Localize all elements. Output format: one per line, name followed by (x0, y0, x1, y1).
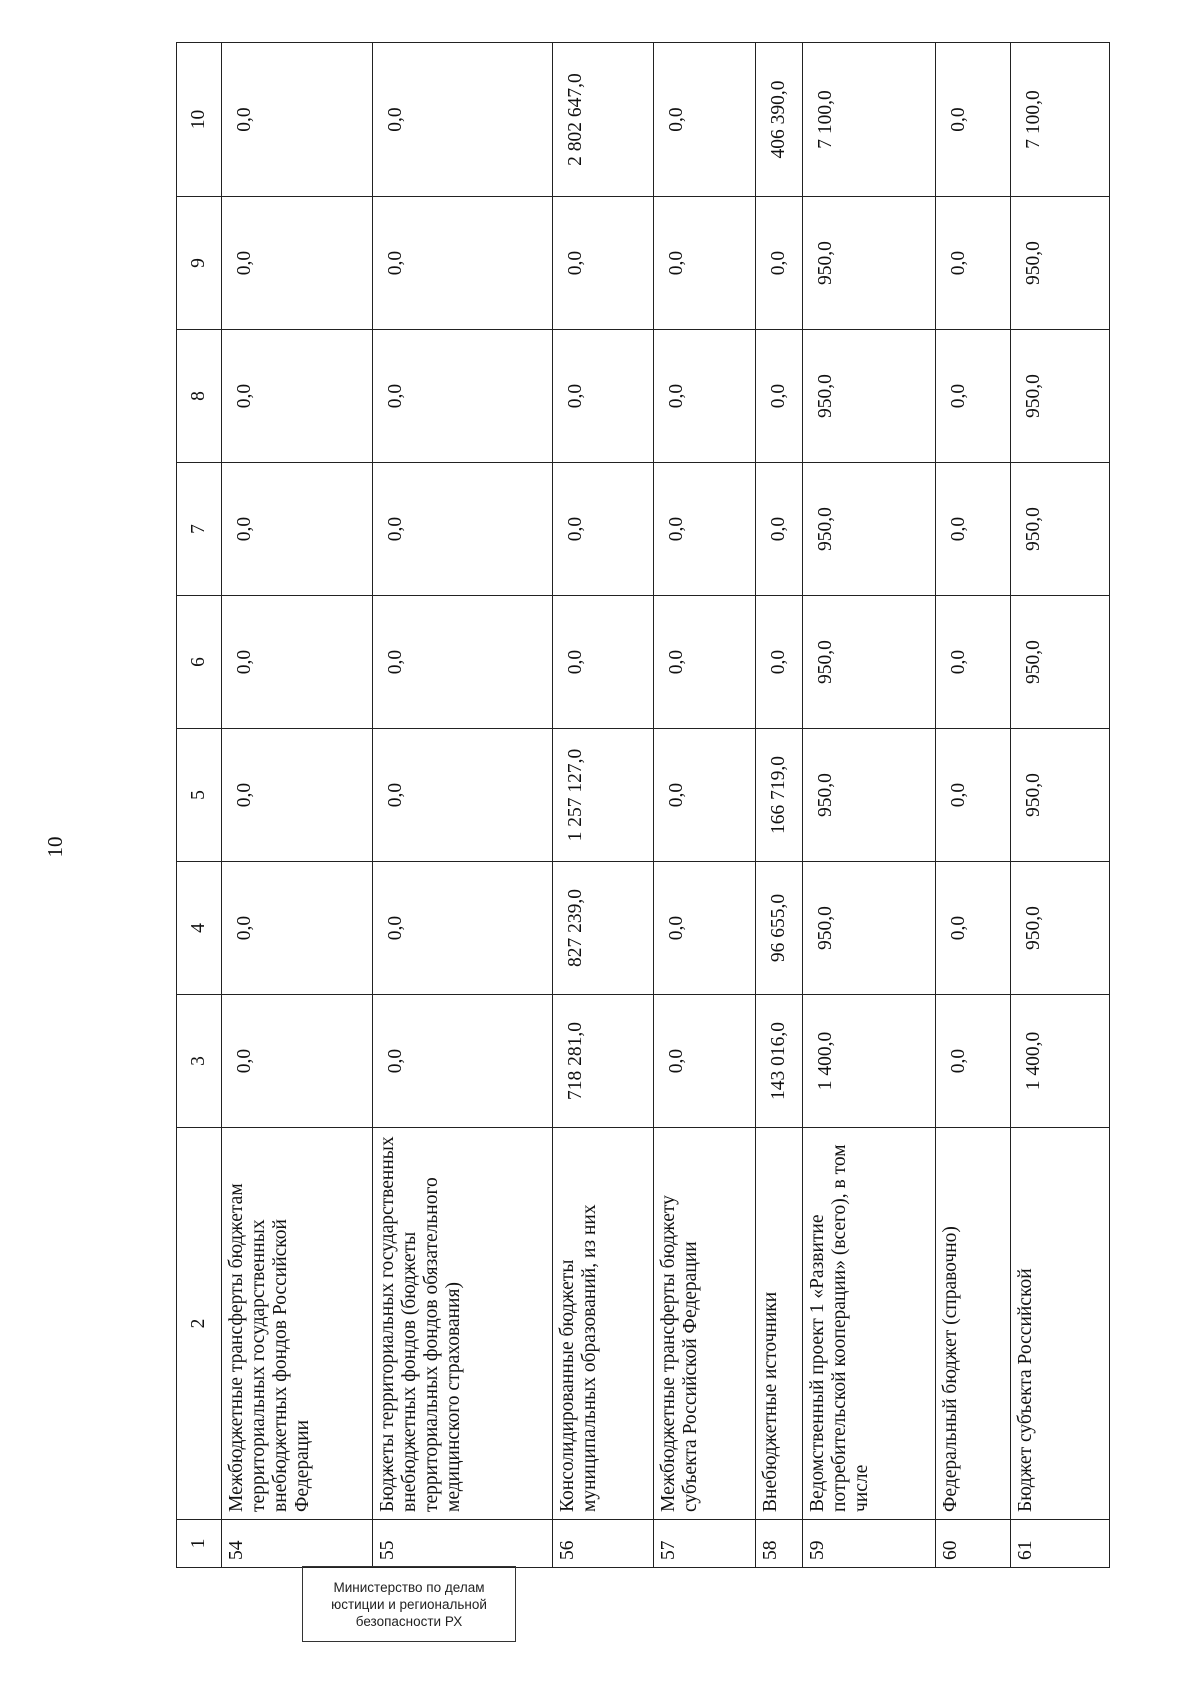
column-header: 7 (177, 463, 222, 596)
row-number: 57 (654, 1520, 756, 1568)
table-row (803, 43, 936, 1568)
cell-value: 0,0 (222, 330, 373, 463)
cell-value: 827 239,0 (553, 862, 654, 995)
cell-value: 96 655,0 (756, 862, 803, 995)
cell-value: 143 016,0 (756, 995, 803, 1128)
cell-value: 0,0 (222, 995, 373, 1128)
table-row (222, 43, 373, 1568)
cell-value: 718 281,0 (553, 995, 654, 1128)
cell-value: 950,0 (1011, 197, 1110, 330)
column-header: 3 (177, 995, 222, 1128)
stamp-line: безопасности РХ (355, 1613, 463, 1629)
row-number: 55 (373, 1520, 553, 1568)
cell-value: 2 802 647,0 (553, 43, 654, 197)
cell-value: 950,0 (803, 729, 936, 862)
cell-value: 0,0 (756, 463, 803, 596)
cell-value: 0,0 (222, 729, 373, 862)
cell-value: 0,0 (654, 197, 756, 330)
cell-value: 0,0 (936, 463, 1011, 596)
cell-value: 0,0 (936, 330, 1011, 463)
rotated-table-container (176, 73, 1109, 1568)
cell-value: 0,0 (222, 862, 373, 995)
cell-value: 0,0 (654, 862, 756, 995)
cell-value: 0,0 (756, 596, 803, 729)
cell-value: 1 257 127,0 (553, 729, 654, 862)
column-header: 2 (177, 1128, 222, 1520)
cell-value: 0,0 (654, 463, 756, 596)
cell-value: 0,0 (936, 596, 1011, 729)
cell-value: 950,0 (1011, 862, 1110, 995)
cell-value: 0,0 (373, 197, 553, 330)
cell-value: 950,0 (803, 197, 936, 330)
cell-value: 166 719,0 (756, 729, 803, 862)
column-header: 5 (177, 729, 222, 862)
cell-value: 0,0 (222, 197, 373, 330)
cell-value: 0,0 (756, 330, 803, 463)
cell-value: 0,0 (936, 729, 1011, 862)
row-number: 60 (936, 1520, 1011, 1568)
column-header: 6 (177, 596, 222, 729)
cell-value: 0,0 (222, 43, 373, 197)
column-header: 4 (177, 862, 222, 995)
row-number: 61 (1011, 1520, 1110, 1568)
budget-table (176, 42, 1110, 1568)
table-row (936, 43, 1011, 1568)
cell-value: 7 100,0 (1011, 43, 1110, 197)
cell-value: 0,0 (654, 330, 756, 463)
row-label: Межбюджетные трансферты бюджетам территориальных государственных внебюджетных фондов Российской Федерации (222, 1128, 373, 1520)
row-label: Межбюджетные трансферты бюджету субъекта Российской Федерации (654, 1128, 756, 1520)
column-header: 10 (177, 43, 222, 197)
cell-value: 950,0 (803, 596, 936, 729)
cell-value: 0,0 (553, 330, 654, 463)
row-label: Бюджет субъекта Российской (1011, 1128, 1110, 1520)
cell-value: 950,0 (1011, 330, 1110, 463)
cell-value: 950,0 (1011, 463, 1110, 596)
row-number: 54 (222, 1520, 373, 1568)
cell-value: 950,0 (1011, 596, 1110, 729)
cell-value: 950,0 (1011, 729, 1110, 862)
cell-value: 950,0 (803, 463, 936, 596)
cell-value: 0,0 (936, 43, 1011, 197)
cell-value: 0,0 (373, 463, 553, 596)
cell-value: 0,0 (654, 43, 756, 197)
table-row (654, 43, 756, 1568)
cell-value: 0,0 (654, 995, 756, 1128)
cell-value: 0,0 (373, 995, 553, 1128)
cell-value: 0,0 (553, 596, 654, 729)
column-header: 8 (177, 330, 222, 463)
cell-value: 0,0 (756, 197, 803, 330)
cell-value: 0,0 (373, 43, 553, 197)
cell-value: 950,0 (803, 862, 936, 995)
cell-value: 0,0 (936, 995, 1011, 1128)
cell-value: 950,0 (803, 330, 936, 463)
column-header: 1 (177, 1520, 222, 1568)
cell-value: 0,0 (222, 596, 373, 729)
cell-value: 0,0 (936, 197, 1011, 330)
cell-value: 0,0 (373, 596, 553, 729)
stamp-line: юстиции и региональной (331, 1596, 487, 1612)
table-row (373, 43, 553, 1568)
ministry-stamp (302, 1566, 516, 1642)
page-number: 10 (43, 836, 67, 858)
cell-value: 406 390,0 (756, 43, 803, 197)
row-number: 58 (756, 1520, 803, 1568)
row-label: Консолидированные бюджеты муниципальных образований, из них (553, 1128, 654, 1520)
row-number: 59 (803, 1520, 936, 1568)
row-label: Ведомственный проект 1 «Развитие потребительской кооперации» (всего), в том числе (803, 1128, 936, 1520)
table-header-row (177, 43, 222, 1568)
cell-value: 1 400,0 (1011, 995, 1110, 1128)
row-label: Бюджеты территориальных государственных внебюджетных фондов (бюджеты территориальных фондов обязательного медицинского страхования) (373, 1128, 553, 1520)
cell-value: 7 100,0 (803, 43, 936, 197)
cell-value: 1 400,0 (803, 995, 936, 1128)
cell-value: 0,0 (553, 197, 654, 330)
row-number: 56 (553, 1520, 654, 1568)
cell-value: 0,0 (654, 729, 756, 862)
table-row (553, 43, 654, 1568)
table-row (1011, 43, 1110, 1568)
row-label: Федеральный бюджет (справочно) (936, 1128, 1011, 1520)
cell-value: 0,0 (373, 729, 553, 862)
column-header: 9 (177, 197, 222, 330)
cell-value: 0,0 (222, 463, 373, 596)
cell-value: 0,0 (373, 330, 553, 463)
cell-value: 0,0 (936, 862, 1011, 995)
cell-value: 0,0 (553, 463, 654, 596)
cell-value: 0,0 (373, 862, 553, 995)
cell-value: 0,0 (654, 596, 756, 729)
row-label: Внебюджетные источники (756, 1128, 803, 1520)
table-row (756, 43, 803, 1568)
stamp-line: Министерство по делам (333, 1579, 485, 1595)
